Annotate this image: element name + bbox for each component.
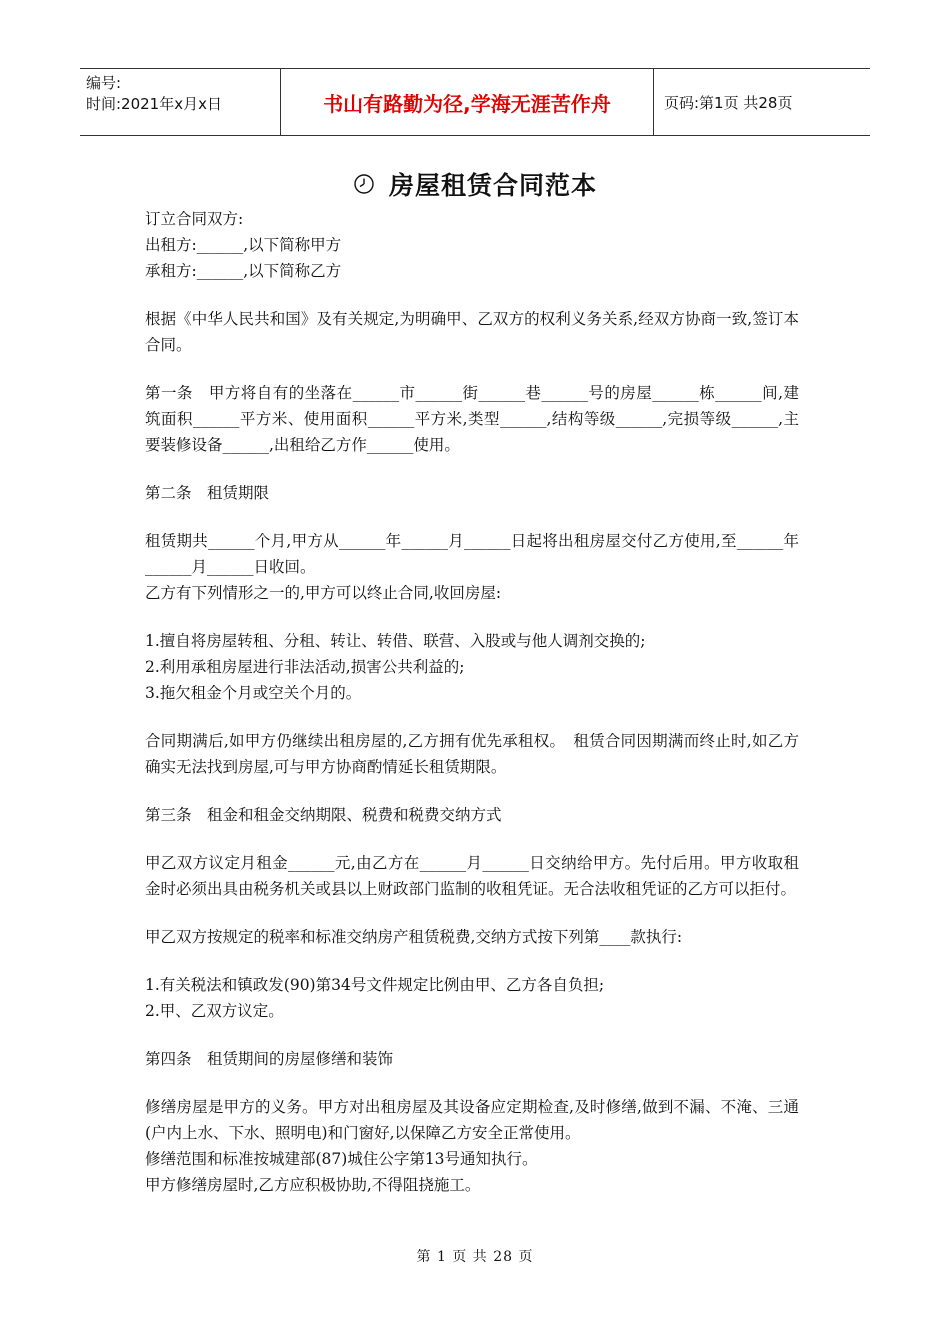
header-meta: [80, 69, 280, 135]
clock-icon: [353, 173, 375, 195]
document-title: 房屋租赁合同范本: [388, 171, 597, 200]
paragraph: 甲乙双方按规定的税率和标准交纳房产租赁税费,交纳方式按下列第____款执行:: [145, 928, 683, 946]
paragraph: 合同期满后,如甲方仍继续出租房屋的,乙方拥有优先承租权。 租赁合同因期满而终止时,如乙方确实无法找到房屋,可与甲方协商酌情延长租赁期限。: [145, 732, 799, 776]
paragraph: 租赁期共______个月,甲方从______年______月______日起将出租房屋交付乙方使用,至______年______月______日收回。: [145, 532, 799, 576]
header-page-info: 页码:第1页 共28页: [664, 93, 793, 112]
paragraph: 出租方:______,以下简称甲方: [145, 236, 342, 254]
paragraph: 修缮房屋是甲方的义务。甲方对出租房屋及其设备应定期检查,及时修缮,做到不漏、不淹、三通(户内上水、下水、照明电)和门窗好,以保障乙方安全正常使用。: [145, 1098, 799, 1142]
paragraph-spacer: [145, 1024, 799, 1046]
paragraph-spacer: [145, 458, 799, 480]
page-footer: 第 1 页 共 28 页: [416, 1249, 534, 1265]
paragraph-spacer: [145, 284, 799, 306]
paragraph-spacer: [145, 706, 799, 728]
paragraph: 第四条 租赁期间的房屋修缮和装饰: [145, 1050, 394, 1068]
paragraph-spacer: [145, 950, 799, 972]
document-body: [145, 206, 799, 1198]
paragraph: 承租方:______,以下简称乙方: [145, 262, 342, 280]
paragraph: 修缮范围和标准按城建部(87)城住公字第13号通知执行。: [145, 1150, 538, 1168]
paragraph-spacer: [145, 506, 799, 528]
paragraph: 根据《中华人民共和国》及有关规定,为明确甲、乙双方的权利义务关系,经双方协商一致,签订本合同。: [145, 310, 799, 354]
date-label: 时间:2021年x月x日: [86, 95, 222, 113]
paragraph-spacer: [145, 902, 799, 924]
paragraph-spacer: [145, 1072, 799, 1094]
paragraph: 第一条 甲方将自有的坐落在______市______街______巷______号的房屋______栋______间,建筑面积______平方米、使用面积______平方米,类型______,结构等级______,完损等级______,主要装修设备______,出租给乙方作______使用。: [145, 384, 799, 454]
paragraph: 甲乙双方议定月租金______元,由乙方在______月______日交纳给甲方。先付后用。甲方收取租金时必须出具由税务机关或县以上财政部门监制的收租凭证。无合法收租凭证的乙方可以拒付。: [145, 854, 799, 898]
title-row: [0, 166, 950, 202]
paragraph: 2.利用承租房屋进行非法活动,损害公共利益的;: [145, 658, 465, 676]
paragraph: 3.拖欠租金个月或空关个月的。: [145, 684, 362, 702]
paragraph-spacer: [145, 358, 799, 380]
paragraph-spacer: [145, 780, 799, 802]
paragraph: 第二条 租赁期限: [145, 484, 270, 502]
paragraph-spacer: [145, 828, 799, 850]
paragraph: 第三条 租金和租金交纳期限、税费和税费交纳方式: [145, 806, 502, 824]
number-label: 编号:: [86, 74, 122, 92]
header-table: [80, 68, 870, 136]
paragraph: 甲方修缮房屋时,乙方应积极协助,不得阻挠施工。: [145, 1176, 481, 1194]
paragraph: 乙方有下列情形之一的,甲方可以终止合同,收回房屋:: [145, 584, 502, 602]
paragraph: 订立合同双方:: [145, 210, 244, 228]
paragraph: 1.有关税法和镇政发(90)第34号文件规定比例由甲、乙方各自负担;: [145, 976, 605, 994]
header-motto: 书山有路勤为径,学海无涯苦作舟: [280, 69, 654, 135]
paragraph-spacer: [145, 606, 799, 628]
paragraph: 1.擅自将房屋转租、分租、转让、转借、联营、入股或与他人调剂交换的;: [145, 632, 646, 650]
paragraph: 2.甲、乙双方议定。: [145, 1002, 284, 1020]
